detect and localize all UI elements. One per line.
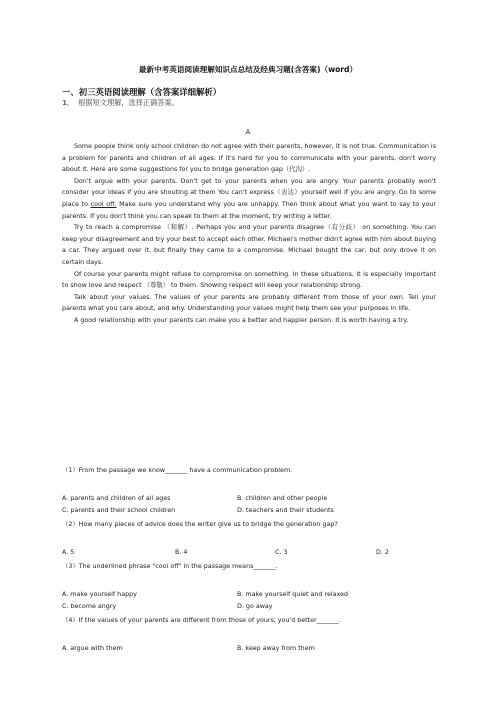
answer-option: C. 3: [275, 549, 288, 556]
question-stem: （3）The underlined phrase "cool off" in the passage means_______.: [62, 563, 278, 570]
paragraph-text: Make sure you understand why you are unhappy. Then think about what you want to say to your parents. If you don't think you can speak to them at the moment, try writing a letter.: [62, 200, 436, 220]
answer-option: B. 4: [175, 549, 188, 556]
answer-option: D. 2: [376, 549, 389, 556]
instruction-text: 根据短文理解，选择正确答案。: [78, 98, 179, 107]
passage-body: [62, 141, 436, 327]
answer-option: C. parents and their school children: [62, 507, 176, 514]
answer-option: B. make yourself quiet and relaxed: [237, 591, 348, 598]
answer-option: A. 5: [62, 549, 75, 556]
answer-option: A. make yourself happy: [62, 591, 137, 598]
answer-option: C. become angry: [62, 603, 117, 610]
paragraph: [62, 176, 436, 222]
question-stem: （1）From the passage we know_______ have a communication problem.: [62, 467, 293, 474]
paragraph: Of course your parents might refuse to compromise on something. In these situations, it is especially important to show love and respect （尊敬） to them. Showing respect will keep your relationship strong.: [62, 270, 436, 290]
document-title: 最新中考英语阅读理解知识点总结及经典习题(含答案)（word）: [138, 65, 358, 74]
section-heading: 一、初三英语阅读理解（含答案详细解析）: [62, 87, 222, 97]
answer-option: D. go away: [237, 603, 273, 610]
question-stem: （2）How many pieces of advice does the writer give us to bridge the generation gap?: [62, 521, 338, 528]
instruction: [62, 98, 179, 108]
question-stem: （4）If the values of your parents are different from those of yours, you'd better_______.: [62, 617, 341, 624]
answer-option: B. keep away from them: [237, 645, 315, 652]
answer-option: D. teachers and their students: [237, 507, 334, 514]
underlined-phrase: cool off.: [90, 200, 117, 208]
question-number: 1．: [62, 98, 75, 107]
paragraph: Some people think only school children do not agree with their parents, however, it is not true. Communication is a problem for parents and children of all ages. If it's hard for you to communicate with your parents, don't worry about it. Here are some suggestions for you to bridge generation gap（代沟）.: [62, 143, 436, 174]
paragraph: Talk about your values. The values of your parents are probably different from those of your own. Tell your parents what you care about, and why. Understanding your values might help them see your purposes in life.: [62, 293, 436, 313]
paragraph: Try to reach a compromise （和解）. Perhaps you and your parents disagree（有分歧） on something. You can keep your disagreement and try your best to accept each other. Michael's mother didn't agree with him about buying a car. They argued over it, but finally they came to a compromise. Michael bought the car, but only drove it on certain days.: [62, 224, 436, 266]
answer-option: B. children and other people: [237, 495, 328, 502]
answer-option: A. argue with them: [62, 645, 123, 652]
paragraph-text: Don't argue with your parents. Don't get to your parents when you are angry. Your parents probably won't consider your ideas if you are shouting at them You can't express（表达）yourself well if you are angry. Go to some place to: [62, 177, 436, 208]
answer-option: A. parents and children of all ages: [62, 495, 171, 502]
paragraph: A good relationship with your parents can make you a better and happier person. It is worth having a try.: [74, 316, 409, 324]
passage-title: A: [245, 128, 251, 136]
